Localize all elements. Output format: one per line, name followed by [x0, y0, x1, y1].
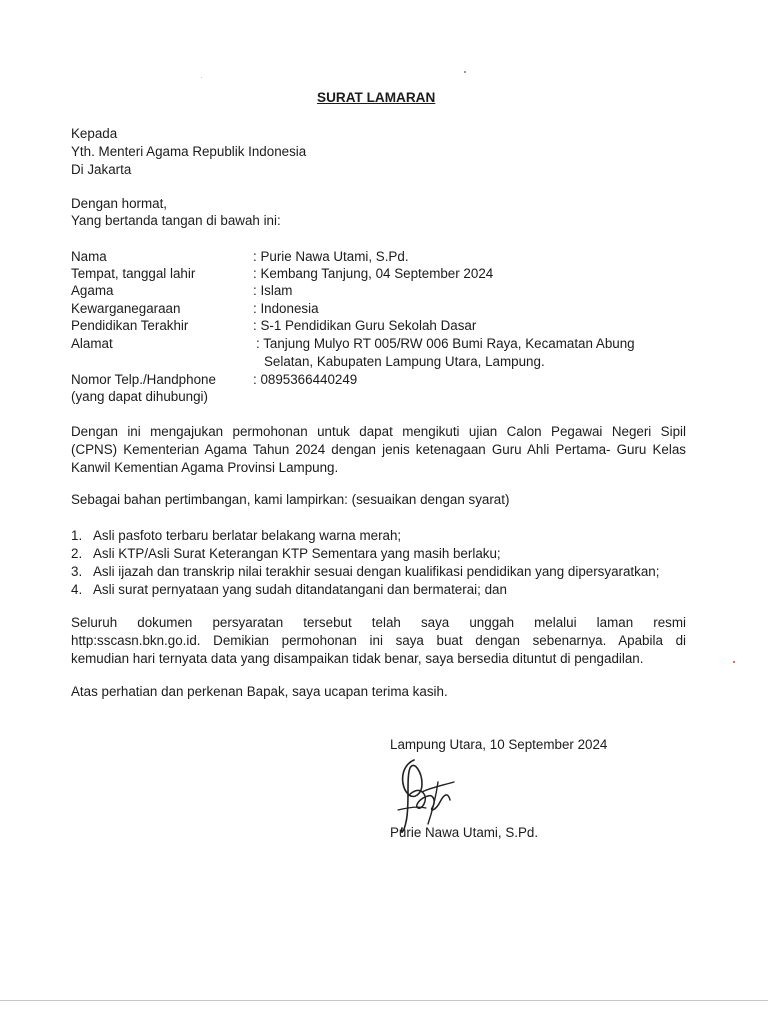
declaration-paragraph-line: Seluruh dokumen persyaratan tersebut telah saya unggah melalui laman resmi [71, 615, 686, 630]
identity-label-telp: Nomor Telp./Handphone [71, 372, 216, 387]
application-paragraph-line: (CPNS) Kementerian Agama Tahun 2024 dengan jenis ketenagaan Guru Ahli Pertama- Guru Kelas [71, 442, 686, 457]
page-bottom-edge [0, 1000, 768, 1001]
declaration-paragraph [71, 614, 686, 668]
identity-label-pendidikan: Pendidikan Terakhir [71, 318, 189, 333]
identity-label-ttl: Tempat, tanggal lahir [71, 266, 196, 281]
application-paragraph-line: Kanwil Kementian Agama Provinsi Lampung. [71, 460, 339, 475]
recipient-line-3: Di Jakarta [71, 162, 132, 177]
list-item-number: 2. [71, 546, 83, 561]
application-paragraph [71, 423, 686, 477]
closing-line: Atas perhatian dan perkenan Bapak, saya ucapan terima kasih. [71, 684, 448, 699]
list-item [71, 563, 659, 581]
identity-value-alamat-1: : Tanjung Mulyo RT 005/RW 006 Bumi Raya, Kecamatan Abung [256, 336, 635, 351]
identity-value-kewarganegaraan: : Indonesia [253, 301, 319, 316]
identity-label-kewarganegaraan: Kewarganegaraan [71, 301, 181, 316]
identity-value-ttl: : Kembang Tanjung, 04 September 2024 [253, 266, 494, 281]
list-item-text: Asli pasfoto terbaru berlatar belakang warna merah; [93, 528, 402, 543]
greeting-line-2: Yang bertanda tangan di bawah ini: [71, 213, 281, 228]
list-item-number: 4. [71, 582, 83, 597]
identity-label-alamat: Alamat [71, 336, 113, 351]
identity-label-nama: Nama [71, 249, 107, 264]
list-item-number: 3. [71, 564, 83, 579]
list-item [71, 527, 659, 545]
list-item-text: Asli ijazah dan transkrip nilai terakhir sesuai dengan kualifikasi pendidikan yang dipersyaratkan; [93, 564, 660, 579]
scan-speck [464, 71, 466, 73]
recipient-line-2: Yth. Menteri Agama Republik Indonesia [71, 144, 307, 159]
signature-place-date: Lampung Utara, 10 September 2024 [390, 737, 608, 752]
declaration-paragraph-line: kemudian hari ternyata data yang disampaikan tidak benar, saya bersedia dituntut di pengadilan. [71, 651, 644, 666]
identity-label-telp-note: (yang dapat dihubungi) [71, 389, 208, 404]
application-paragraph-line: Dengan ini mengajukan permohonan untuk dapat mengikuti ujian Calon Pegawai Negeri Sipil [71, 424, 686, 439]
attachments-list [71, 527, 659, 599]
identity-label-agama: Agama [71, 283, 114, 298]
signatory-name: Purie Nawa Utami, S.Pd. [390, 825, 539, 840]
list-item-number: 1. [71, 528, 83, 543]
identity-value-alamat-2: Selatan, Kabupaten Lampung Utara, Lampung. [264, 354, 545, 369]
identity-value-pendidikan: : S-1 Pendidikan Guru Sekolah Dasar [253, 318, 477, 333]
recipient-line-1: Kepada [71, 126, 118, 141]
list-item-text: Asli surat pernyataan yang sudah ditandatangani dan bermaterai; dan [93, 582, 507, 597]
attachments-intro: Sebagai bahan pertimbangan, kami lampirkan: (sesuaikan dengan syarat) [71, 492, 510, 507]
list-item [71, 581, 659, 599]
list-item [71, 545, 659, 563]
declaration-paragraph-line: http:sscasn.bkn.go.id. Demikian permohonan ini saya buat dengan sebenarnya. Apabila di [71, 633, 686, 648]
identity-value-telp: : 0895366440249 [253, 372, 358, 387]
scan-speck [733, 661, 735, 663]
letter-title: SURAT LAMARAN [317, 90, 436, 105]
greeting-line-1: Dengan hormat, [71, 196, 168, 211]
list-item-text: Asli KTP/Asli Surat Keterangan KTP Sementara yang masih berlaku; [93, 546, 501, 561]
identity-value-agama: : Islam [253, 283, 293, 298]
scan-speck [201, 77, 202, 78]
identity-value-nama: : Purie Nawa Utami, S.Pd. [253, 249, 409, 264]
